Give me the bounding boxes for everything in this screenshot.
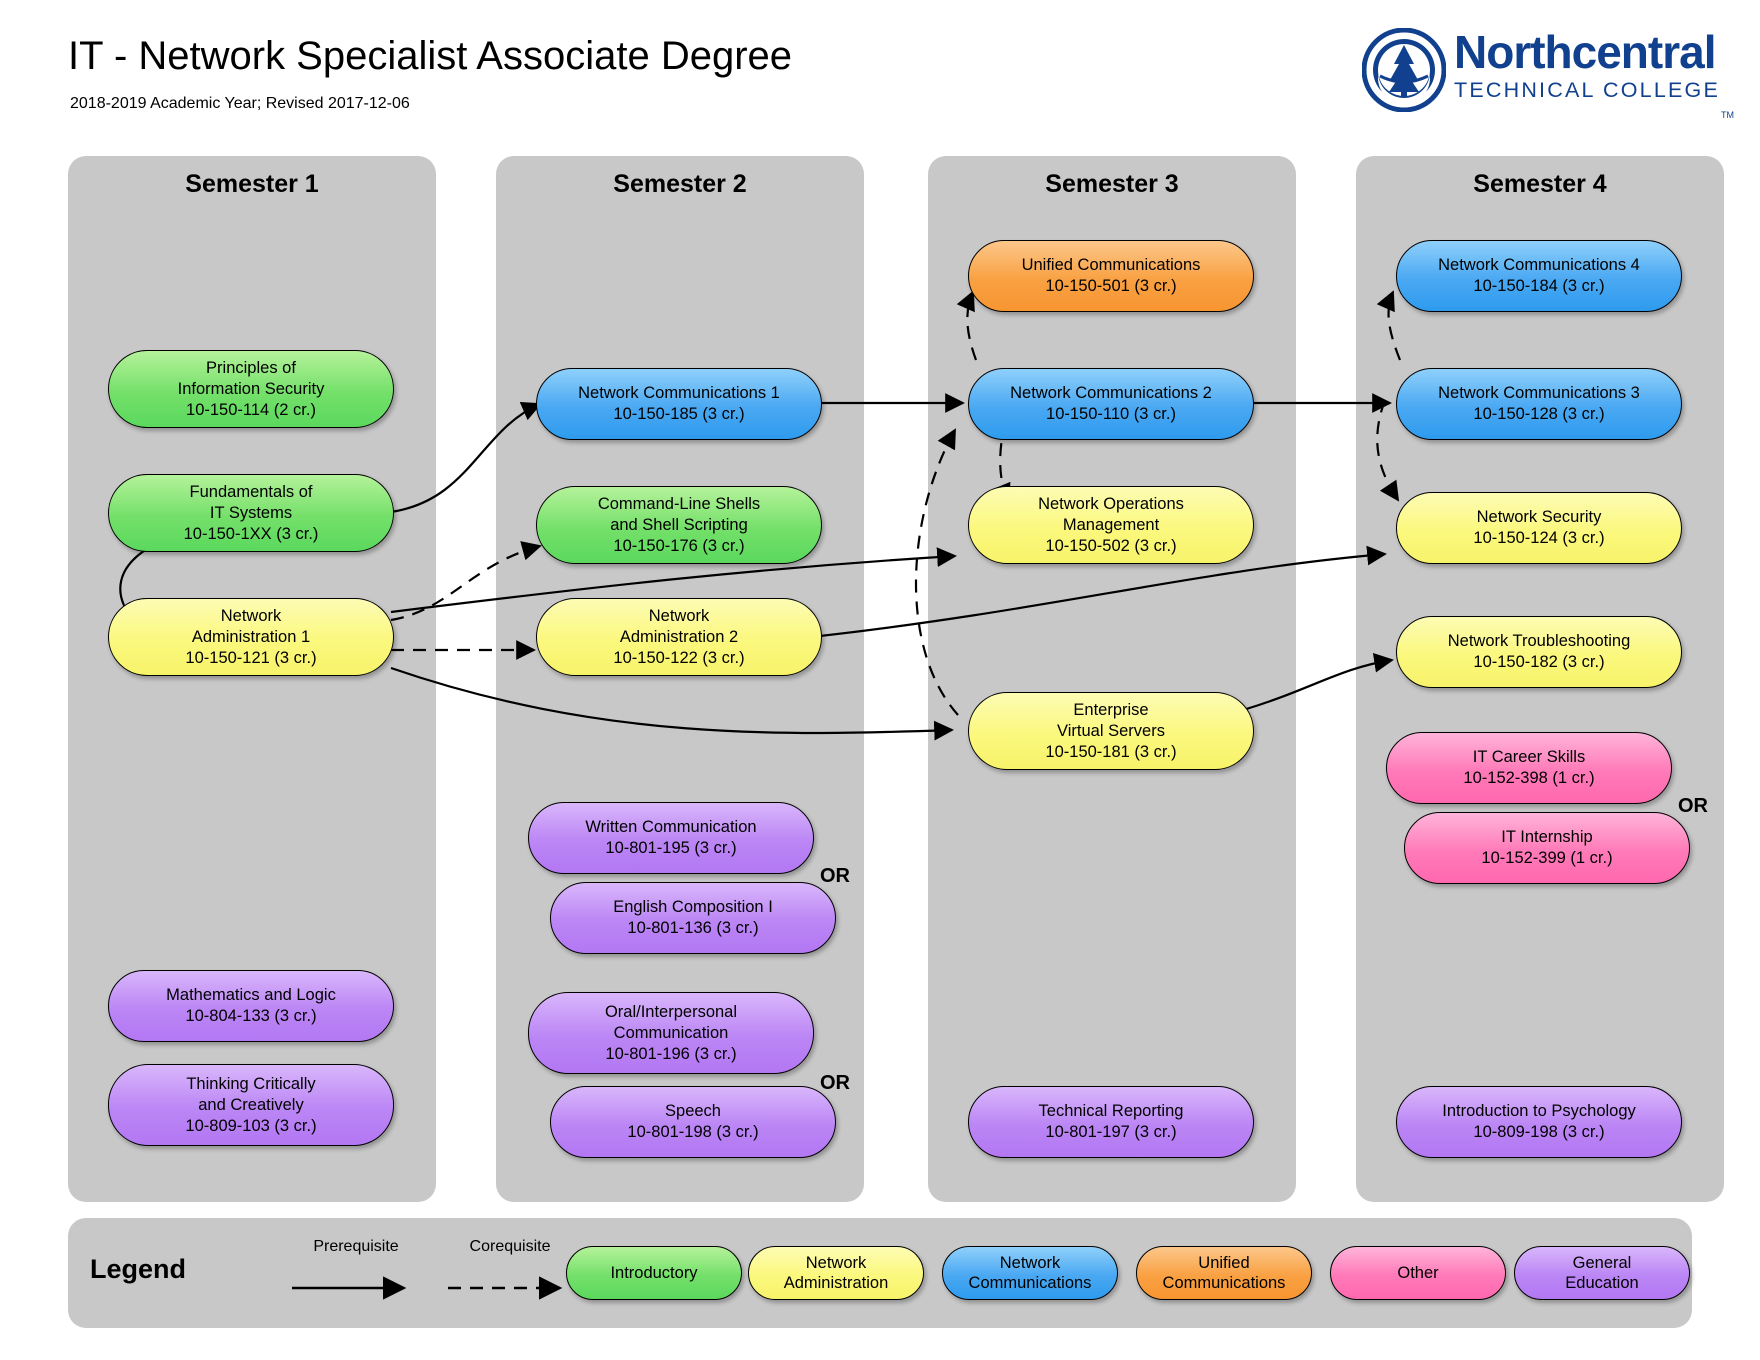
course-line-2: Information Security	[177, 379, 325, 398]
course-line-1: Network Communications 3	[1438, 384, 1640, 402]
course-line-1: Principles of	[206, 358, 296, 377]
course-speech[interactable]	[550, 1086, 836, 1158]
semester-column-1	[68, 156, 436, 1202]
legend-label-line-2: Communications	[1162, 1274, 1286, 1292]
course-network-security[interactable]	[1396, 492, 1682, 564]
course-code: 10-150-182 (3 cr.)	[1473, 653, 1605, 671]
course-code: 10-152-398 (1 cr.)	[1463, 769, 1595, 787]
logo-wordmark: Northcentral	[1454, 26, 1716, 78]
course-network-administration-1[interactable]	[108, 598, 394, 676]
northcentral-tree-emblem-icon	[1362, 28, 1446, 112]
course-line-1: Network Communications 2	[1010, 384, 1212, 402]
course-line-1: Oral/Interpersonal	[604, 1002, 738, 1021]
course-line-2: Administration 1	[191, 627, 311, 646]
course-network-administration-2[interactable]	[536, 598, 822, 676]
course-it-career-skills[interactable]	[1386, 732, 1672, 804]
semester-title-1: Semester 1	[185, 170, 319, 198]
legend-label-line-1: Introductory	[610, 1264, 698, 1282]
course-line-2: Virtual Servers	[1057, 721, 1165, 740]
course-network-operations-management[interactable]	[968, 486, 1254, 564]
course-introduction-to-psychology[interactable]	[1396, 1086, 1682, 1158]
legend	[68, 1218, 1692, 1328]
legend-label-line-1: Other	[1397, 1264, 1439, 1282]
course-line-1: Thinking Critically	[186, 1074, 316, 1093]
semester-title-2: Semester 2	[613, 170, 747, 198]
course-network-communications-3[interactable]	[1396, 368, 1682, 440]
course-code: 10-801-136 (3 cr.)	[627, 919, 759, 937]
course-line-1: Network Security	[1476, 508, 1602, 526]
legend-label-line-1: Network	[805, 1254, 867, 1272]
legend-corequisite-label: Corequisite	[469, 1238, 551, 1255]
legend-category-general-education	[1514, 1246, 1690, 1300]
course-english-composition-1[interactable]	[550, 882, 836, 954]
course-enterprise-virtual-servers[interactable]	[968, 692, 1254, 770]
course-line-2: and Shell Scripting	[610, 515, 748, 534]
semester-title-4: Semester 4	[1473, 170, 1607, 198]
course-network-communications-4[interactable]	[1396, 240, 1682, 312]
course-it-internship[interactable]	[1404, 812, 1690, 884]
course-line-1: Mathematics and Logic	[166, 986, 336, 1004]
page-header	[0, 0, 1760, 140]
legend-category-other	[1330, 1246, 1506, 1300]
course-code: 10-801-197 (3 cr.)	[1045, 1123, 1177, 1141]
course-written-communication[interactable]	[528, 802, 814, 874]
course-line-1: Speech	[665, 1102, 721, 1120]
course-line-1: English Composition I	[613, 898, 773, 916]
course-code: 10-801-195 (3 cr.)	[605, 839, 737, 857]
logo-trademark: TM	[1721, 110, 1734, 120]
course-line-1: Network Troubleshooting	[1447, 632, 1631, 650]
course-code: 10-150-121 (3 cr.)	[185, 648, 317, 667]
or-label-oral-speech: OR	[820, 1072, 850, 1094]
course-line-1: Network Communications 4	[1438, 256, 1640, 274]
course-code: 10-150-114 (2 cr.)	[186, 400, 316, 419]
course-line-1: Network Operations	[1038, 494, 1184, 513]
course-thinking-critically-and-creatively[interactable]	[108, 1064, 394, 1146]
course-mathematics-and-logic[interactable]	[108, 970, 394, 1042]
course-fundamentals-of-it-systems[interactable]	[108, 474, 394, 552]
course-line-2: Management	[1062, 515, 1160, 534]
legend-category-unified-communications	[1136, 1246, 1312, 1300]
legend-label-line-1: Unified	[1198, 1254, 1250, 1272]
course-principles-of-information-security[interactable]	[108, 350, 394, 428]
course-code: 10-150-110 (3 cr.)	[1046, 405, 1176, 423]
course-line-1: Introduction to Psychology	[1442, 1102, 1636, 1120]
legend-arrow-icons	[288, 1266, 588, 1306]
course-code: 10-150-128 (3 cr.)	[1473, 405, 1605, 423]
course-oral-interpersonal-communication[interactable]	[528, 992, 814, 1074]
course-code: 10-150-176 (3 cr.)	[613, 536, 745, 555]
course-code: 10-150-184 (3 cr.)	[1473, 277, 1605, 295]
legend-category-introductory	[566, 1246, 742, 1300]
course-technical-reporting[interactable]	[968, 1086, 1254, 1158]
course-line-1: Unified Communications	[1021, 256, 1201, 274]
course-line-2: IT Systems	[209, 503, 293, 522]
or-label-written-english: OR	[820, 865, 850, 887]
legend-label-line-2: Education	[1565, 1274, 1639, 1292]
course-line-1: IT Career Skills	[1472, 748, 1586, 766]
course-code: 10-809-103 (3 cr.)	[185, 1116, 317, 1135]
semester-title-3: Semester 3	[1045, 170, 1179, 198]
course-network-communications-1[interactable]	[536, 368, 822, 440]
course-line-1: Written Communication	[585, 818, 757, 836]
course-line-1: IT Internship	[1501, 828, 1593, 846]
course-line-2: and Creatively	[198, 1095, 304, 1114]
college-logo	[1362, 26, 1734, 120]
course-network-communications-2[interactable]	[968, 368, 1254, 440]
course-line-2: Communication	[613, 1023, 729, 1042]
logo-tagline: TECHNICAL COLLEGE	[1454, 78, 1720, 102]
course-line-1: Enterprise	[1073, 700, 1149, 719]
page-subtitle: 2018-2019 Academic Year; Revised 2017-12-06	[70, 95, 410, 112]
course-line-2: Administration 2	[619, 627, 739, 646]
course-code: 10-150-501 (3 cr.)	[1045, 277, 1177, 295]
course-code: 10-150-185 (3 cr.)	[613, 405, 745, 423]
or-label-career-internship: OR	[1678, 795, 1708, 817]
course-code: 10-152-399 (1 cr.)	[1481, 849, 1613, 867]
legend-label-line-1: General	[1572, 1254, 1632, 1272]
course-code: 10-801-198 (3 cr.)	[627, 1123, 759, 1141]
course-line-1: Command-Line Shells	[597, 494, 761, 513]
course-code: 10-150-124 (3 cr.)	[1473, 529, 1605, 547]
course-code: 10-801-196 (3 cr.)	[605, 1044, 737, 1063]
legend-prerequisite-label: Prerequisite	[313, 1238, 399, 1255]
course-line-1: Network Communications 1	[578, 384, 780, 402]
course-line-1: Network	[220, 606, 282, 625]
legend-category-network-administration	[748, 1246, 924, 1300]
page-title: IT - Network Specialist Associate Degree	[68, 34, 793, 78]
course-code: 10-150-122 (3 cr.)	[613, 648, 745, 667]
course-code: 10-150-1XX (3 cr.)	[183, 524, 319, 543]
legend-category-network-communications	[942, 1246, 1118, 1300]
course-code: 10-809-198 (3 cr.)	[1473, 1123, 1605, 1141]
course-network-troubleshooting[interactable]	[1396, 616, 1682, 688]
course-command-line-shells-and-shell-scripting[interactable]	[536, 486, 822, 564]
course-line-1: Fundamentals of	[189, 482, 313, 501]
course-line-1: Network	[648, 606, 710, 625]
legend-label-line-1: Network	[999, 1254, 1061, 1272]
legend-label-line-2: Communications	[968, 1274, 1092, 1292]
course-code: 10-150-502 (3 cr.)	[1045, 536, 1177, 555]
course-line-1: Technical Reporting	[1038, 1102, 1184, 1120]
legend-title: Legend	[90, 1254, 187, 1284]
course-code: 10-150-181 (3 cr.)	[1045, 742, 1177, 761]
semester-column-3	[928, 156, 1296, 1202]
course-unified-communications[interactable]	[968, 240, 1254, 312]
course-code: 10-804-133 (3 cr.)	[185, 1007, 317, 1025]
legend-label-line-2: Administration	[783, 1274, 889, 1292]
